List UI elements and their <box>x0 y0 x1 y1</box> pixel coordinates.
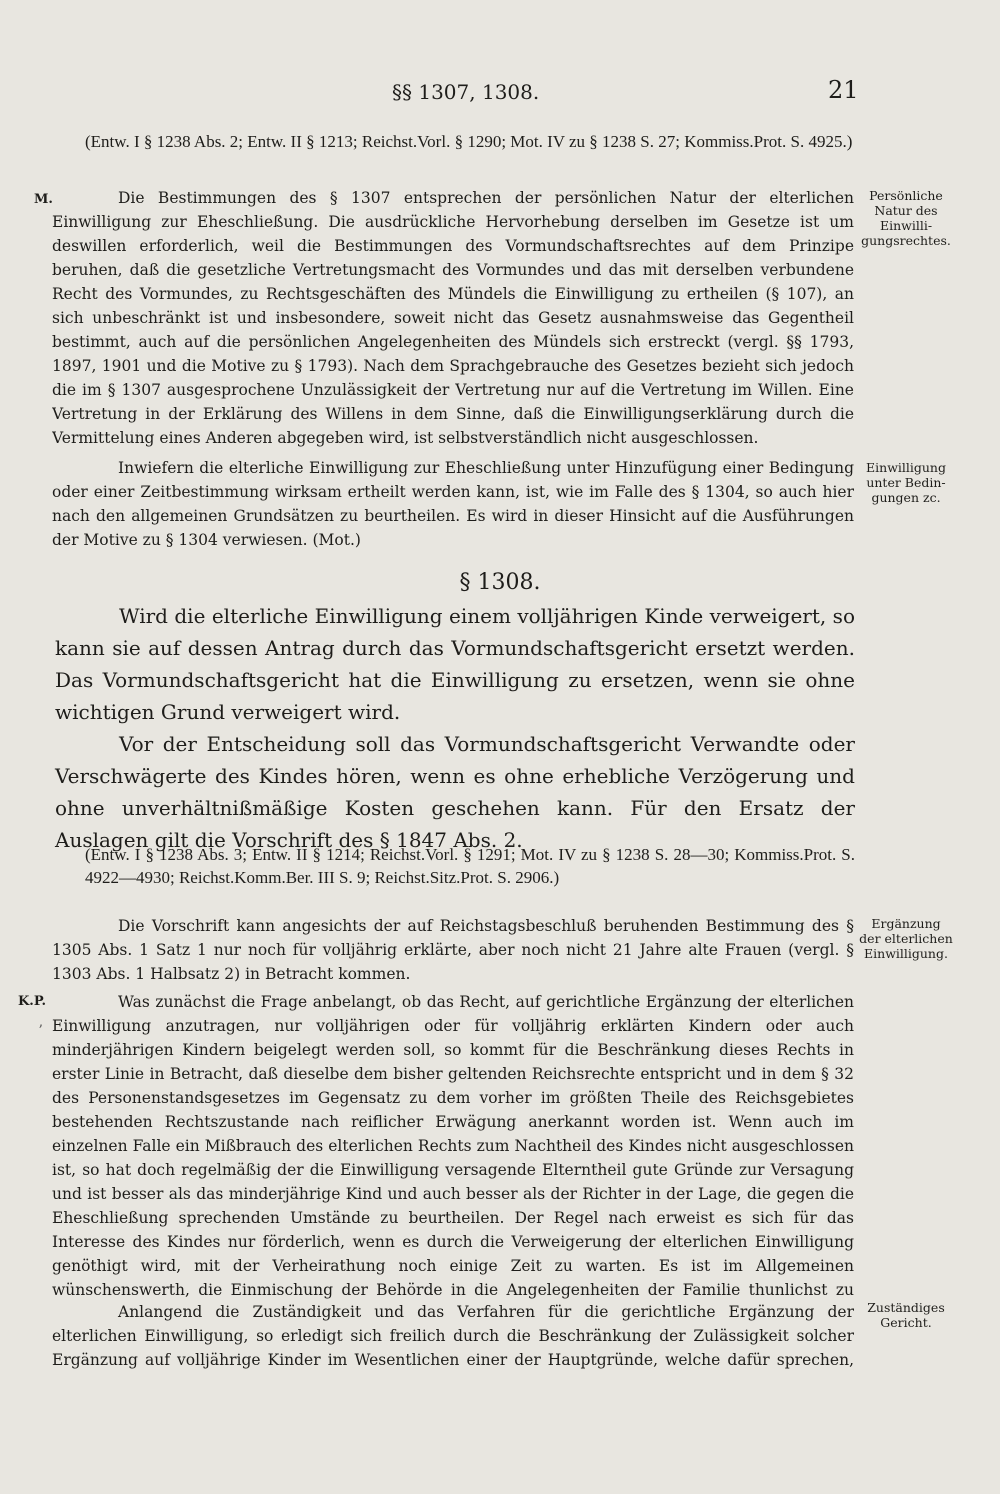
motive-paragraph-1: Die Bestimmungen des § 1307 entsprechen der persönlichen Natur der elterlichen Einwilligung zur Eheschließung. Die ausdrückliche Hervorhebung derselben im Gesetze ist um deswillen erforderlich, weil die Bestimmungen des Vormundschaftsrechtes auf dem Prinzipe beruhen, daß die gesetzliche Vertretungsmacht des Vormundes und das mit derselben verbundene Recht des Vormundes, zu Rechtsgeschäften des Mündels die Einwilligung zu ertheilen (§ 107), an sich unbeschränkt ist und insbesondere, soweit nicht das Gesetz ausnahmsweise das Gegentheil bestimmt, auch auf die persönlichen Angelegenheiten des Mündels sich erstreckt (vergl. §§ 1793, 1897, 1901 und die Motive zu § 1793). Nach dem Sprachgebrauche des Gesetzes bezieht sich jedoch die im § 1307 ausgesprochene Unzulässigkeit der Vertretung nur auf die Vertretung im Willen. Eine Vertretung in der Erklärung des Willens in dem Sinne, daß die Einwilligungserklärung durch die Vermittelung eines Anderen abgegeben wird, ist selbstverständlich nicht ausgeschlossen. <box>52 189 854 447</box>
margin-note-conditions: Einwilligung unter Bedin- gungen zc. <box>866 460 946 505</box>
law-paragraph-2: Vor der Entscheidung soll das Vormundschaftsgericht Verwandte oder Verschwägerte des Kindes hören, wenn es ohne erhebliche Verzögerung und ohne unverhältnißmäßige Kosten geschehen kann. Für den Ersatz der Auslagen gilt die Vorschrift des § 1847 Abs. 2. <box>55 732 855 852</box>
law-text-1308 <box>55 600 855 856</box>
page-number: 21 <box>828 76 859 104</box>
commission-protocol-marker: K.P. <box>18 994 46 1009</box>
page-header <box>0 76 1000 114</box>
page-speck: ʼ <box>38 1023 43 1039</box>
margin-note-supplement: Ergänzung der elterlichen Einwilligung. <box>859 916 953 961</box>
motive-paragraph-2: Inwiefern die elterliche Einwilligung zur Eheschließung unter Hinzufügung einer Bedingung oder einer Zeitbestimmung wirksam ertheilt werden kann, ist, wie im Falle des § 1304, so auch hier nach den allgemeinen Grundsätzen zu beurtheilen. Es wird in dieser Hinsicht auf die Ausführungen der Motive zu § 1304 verwiesen. (Mot.) <box>52 459 854 549</box>
section-1307-sources: (Entw. I § 1238 Abs. 2; Entw. II § 1213; Reichst.Vorl. § 1290; Mot. IV zu § 1238 S. 27; Kommiss.Prot. S. 4925.) <box>85 132 853 151</box>
commission-paragraph-1: Was zunächst die Frage anbelangt, ob das Recht, auf gerichtliche Ergänzung der elterlichen Einwilligung anzutragen, nur volljährigen oder für volljährig erklärten Kindern oder auch minderjährigen Kindern beigelegt werden soll, so kommt für die Beschränkung dieses Rechts in erster Linie in Betracht, daß dieselbe dem bisher geltenden Reichsrechte entspricht und in dem § 32 des Personenstandsgesetzes im Gegensatz zu dem vorher im größten Theile des Reichsgebietes bestehenden Rechtszustande nach reiflicher Erwägung anerkannt worden ist. Wenn auch im einzelnen Falle ein Mißbrauch des elterlichen Rechts zum Nachtheil des Kindes nicht ausgeschlossen ist, so hat doch regelmäßig der die Einwilligung versagende Elterntheil gute Gründe zur Versagung und ist besser als das minderjährige Kind und auch besser als der Richter in der Lage, die gegen die Eheschließung sprechenden Umstände zu beurtheilen. Der Regel nach erweist es sich für das Interesse des Kindes nur förderlich, wenn es durch die Verweigerung der elterlichen Einwilligung genöthigt wird, mit der Verheirathung noch einige Zeit zu warten. Es ist im Allgemeinen wünschenswerth, die Einmischung der Behörde in die Angelegenheiten der Familie thunlichst zu <box>52 993 854 1299</box>
running-title: §§ 1307, 1308. <box>392 80 540 104</box>
section-1308-sources: (Entw. I § 1238 Abs. 3; Entw. II § 1214; Reichst.Vorl. § 1291; Mot. IV zu § 1238 S. 28—30; Kommiss.Prot. S. 4922—4930; Reichst.Komm.Ber. III S. 9; Reichst.Sitz.Prot. S. 2906.) <box>85 845 855 887</box>
supplement-paragraph: Die Vorschrift kann angesichts der auf Reichstagsbeschluß beruhenden Bestimmung des § 1305 Abs. 1 Satz 1 nur noch für volljährig erklärte, aber noch nicht 21 Jahre alte Frauen (vergl. § 1303 Abs. 1 Halbsatz 2) in Betracht kommen. <box>52 917 854 983</box>
margin-note-jurisdiction: Zuständiges Gericht. <box>867 1300 945 1330</box>
motive-marker: M. <box>34 192 53 207</box>
commission-paragraph-2: Anlangend die Zuständigkeit und das Verfahren für die gerichtliche Ergänzung der elterlichen Einwilligung, so erledigt sich freilich durch die Beschränkung der Zulässigkeit solcher Ergänzung auf volljährige Kinder im Wesentlichen einer der Hauptgründe, welche dafür sprechen, <box>52 1303 854 1369</box>
law-paragraph-1: Wird die elterliche Einwilligung einem volljährigen Kinde verweigert, so kann sie auf dessen Antrag durch das Vormundschaftsgericht ersetzt werden. Das Vormundschaftsgericht hat die Einwilligung zu ersetzen, wenn sie ohne wichtigen Grund verweigert wird. <box>55 604 855 724</box>
margin-note-personal-nature: Persönliche Natur des Einwilli- gungsrechtes. <box>861 188 951 248</box>
section-1308-heading: § 1308. <box>459 570 541 595</box>
